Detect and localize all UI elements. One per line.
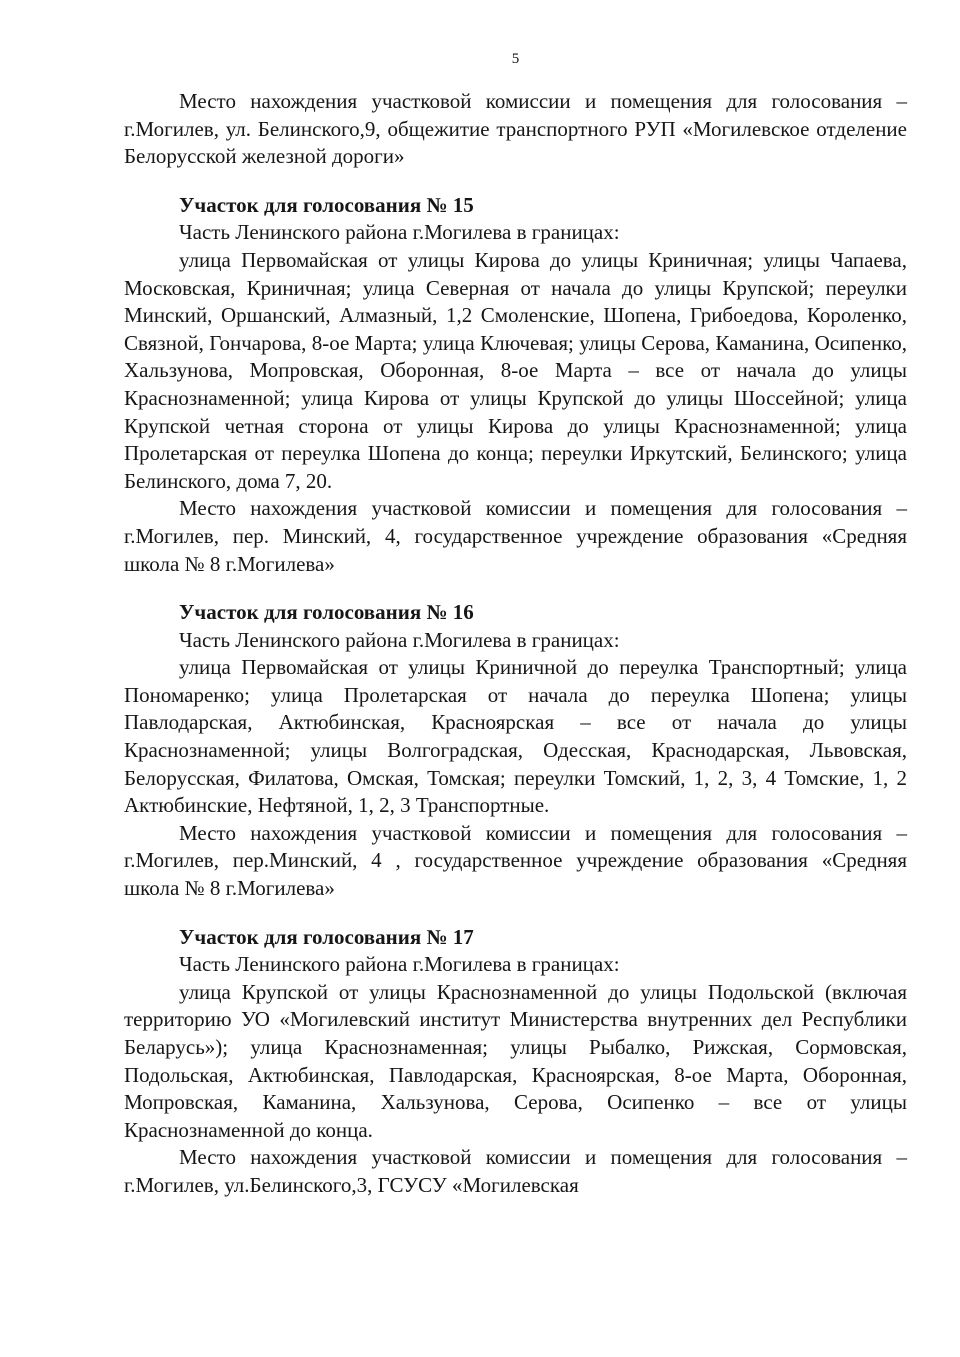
section-15	[124, 192, 907, 578]
section-17	[124, 924, 907, 1200]
section-location: Место нахождения участковой комиссии и помещения для голосования – г.Могилев, пер. Минский, 4, государственное учреждение образования «Средняя школа № 8 г.Могилева»	[124, 496, 907, 576]
page-number: 5	[511, 51, 520, 67]
section-subtitle: Часть Ленинского района г.Могилева в границах:	[179, 952, 620, 977]
document-page	[124, 50, 907, 1200]
section-heading: Участок для голосования № 17	[179, 924, 474, 949]
section-subtitle: Часть Ленинского района г.Могилева в границах:	[179, 220, 620, 245]
section-boundaries: улица Первомайская от улицы Криничной до переулка Транспортный; улица Пономаренко; улица Пролетарская от начала до переулка Шопена; улицы Павлодарская, Актюбинская, Красноярская – все от начала до улицы Краснознаменной; улицы Волгоградская, Одесская, Краснодарская, Львовская, Белорусская, Филатова, Омская, Томская; переулки Томский, 1, 2, 3, 4 Томские, 1, 2 Актюбинские, Нефтяной, 1, 2, 3 Транспортные.	[124, 655, 907, 818]
section-16	[124, 599, 907, 903]
intro-location-text: Место нахождения участковой комиссии и помещения для голосования – г.Могилев, ул. Белинского,9, общежитие транспортного РУП «Могилевское отделение Белорусской железной дороги»	[124, 89, 907, 169]
section-boundaries: улица Первомайская от улицы Кирова до улицы Криничная; улицы Чапаева, Московская, Криничная; улица Северная от начала до улицы Крупской; переулки Минский, Оршанский, Алмазный, 1,2 Смоленские, Шопена, Грибоедова, Короленко, Связной, Гончарова, 8-ое Марта; улица Ключевая; улицы Серова, Каманина, Осипенко, Хальзунова, Мопровская, Оборонная, 8-ое Марта – все от начала до улицы Краснознаменной; улица Кирова от улицы Крупской до улицы Шоссейной; улица Крупской четная сторона от улицы Кирова до улицы Краснознаменной; улица Пролетарская от переулка Шопена до конца; переулки Иркутский, Белинского; улица Белинского, дома 7, 20.	[124, 247, 907, 493]
section-location: Место нахождения участковой комиссии и помещения для голосования – г.Могилев, пер.Минский, 4 , государственное учреждение образования «Средняя школа № 8 г.Могилева»	[124, 820, 907, 901]
section-location: Место нахождения участковой комиссии и помещения для голосования – г.Могилев, ул.Белинского,3, ГСУСУ «Могилевская	[124, 1145, 907, 1197]
section-heading: Участок для голосования № 15	[179, 192, 474, 217]
section-heading: Участок для голосования № 16	[179, 600, 474, 625]
section-subtitle: Часть Ленинского района г.Могилева в границах:	[179, 627, 620, 652]
section-boundaries: улица Крупской от улицы Краснознаменной до улицы Подольской (включая территорию УО «Могилевский институт Министерства внутренних дел Республики Беларусь»); улица Краснознаменная; улицы Рыбалко, Рижская, Сормовская, Подольская, Актюбинская, Павлодарская, Красноярская, 8-ое Марта, Оборонная, Мопровская, Каманина, Хальзунова, Серова, Осипенко – все от улицы Краснознаменной до конца.	[124, 979, 907, 1142]
